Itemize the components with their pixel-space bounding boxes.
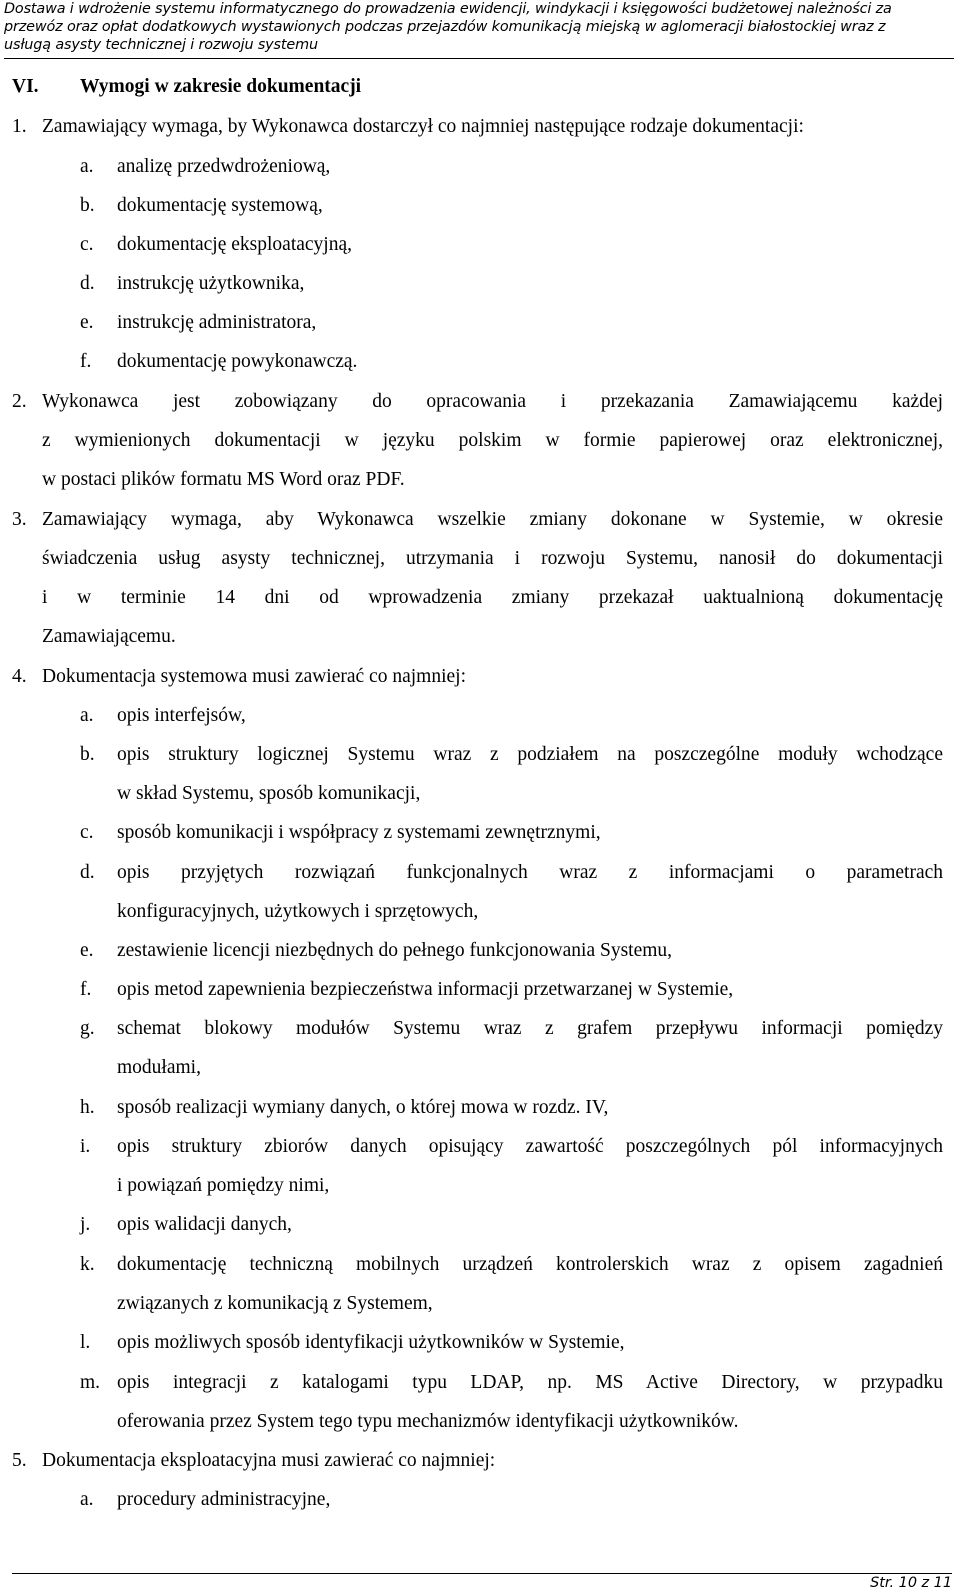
- header-line: usługą asysty technicznej i rozwoju systemu: [4, 37, 318, 53]
- list-marker: e.: [80, 940, 94, 961]
- list-marker: l.: [80, 1332, 91, 1353]
- text-line: opis przyjętych rozwiązań funkcjonalnych wraz z informacjami o parametrach: [117, 862, 943, 883]
- text-line: schemat blokowy modułów Systemu wraz z grafem przepływu informacji pomiędzy: [117, 1018, 943, 1039]
- text-line: Dokumentacja systemowa musi zawierać co najmniej:: [42, 666, 466, 687]
- list-marker: m.: [80, 1372, 101, 1393]
- text-line: analizę przedwdrożeniową,: [117, 156, 331, 177]
- text-line: dokumentację eksploatacyjną,: [117, 234, 352, 255]
- list-marker: 4.: [12, 666, 27, 687]
- header-line: Dostawa i wdrożenie systemu informatycznego do prowadzenia ewidencji, windykacji i księgowości budżetowej należności za: [4, 1, 892, 17]
- list-marker: e.: [80, 312, 94, 333]
- list-marker: k.: [80, 1254, 95, 1275]
- text-line: Wykonawca jest zobowiązany do opracowania i przekazania Zamawiającemu każdej: [42, 391, 943, 412]
- list-marker: 5.: [12, 1450, 27, 1471]
- text-line: Zamawiający wymaga, by Wykonawca dostarczył co najmniej następujące rodzaje dokumentacji:: [42, 116, 804, 137]
- document-header: [4, 0, 954, 54]
- list-marker: 3.: [12, 509, 27, 530]
- list-marker: d.: [80, 273, 95, 294]
- text-line: opis struktury logicznej Systemu wraz z podziałem na poszczególne moduły wchodzące: [117, 744, 943, 765]
- list-marker: d.: [80, 862, 95, 883]
- text-line: Zamawiającemu.: [42, 626, 176, 647]
- text-line: opis możliwych sposób identyfikacji użytkowników w Systemie,: [117, 1332, 625, 1353]
- text-line: zestawienie licencji niezbędnych do pełnego funkcjonowania Systemu,: [117, 940, 673, 961]
- text-line: dokumentację techniczną mobilnych urządzeń kontrolerskich wraz z opisem zagadnień: [117, 1254, 943, 1275]
- list-marker: f.: [80, 351, 92, 372]
- section-number: VI.: [12, 76, 39, 97]
- text-line: opis walidacji danych,: [117, 1214, 292, 1235]
- text-line: opis integracji z katalogami typu LDAP, np. MS Active Directory, w przypadku: [117, 1372, 943, 1393]
- header-line: przewóz oraz opłat dodatkowych wystawionych podczas przejazdów komunikacją miejską w aglomeracji białostockiej wraz z: [4, 19, 886, 35]
- text-line: i w terminie 14 dni od wprowadzenia zmiany przekazał uaktualnioną dokumentację: [42, 587, 943, 608]
- text-line: opis interfejsów,: [117, 705, 246, 726]
- text-line: Dokumentacja eksploatacyjna musi zawierać co najmniej:: [42, 1450, 496, 1471]
- list-marker: g.: [80, 1018, 95, 1039]
- text-line: instrukcję użytkownika,: [117, 273, 305, 294]
- list-marker: b.: [80, 195, 95, 216]
- page-number: Str. 10 z 11: [870, 1575, 952, 1591]
- text-line: oferowania przez System tego typu mechanizmów identyfikacji użytkowników.: [117, 1411, 739, 1432]
- text-line: sposób komunikacji i współpracy z systemami zewnętrznymi,: [117, 822, 601, 843]
- section-title: Wymogi w zakresie dokumentacji: [80, 76, 362, 97]
- text-line: Zamawiający wymaga, aby Wykonawca wszelkie zmiany dokonane w Systemie, w okresie: [42, 509, 943, 530]
- list-marker: 2.: [12, 391, 27, 412]
- text-line: świadczenia usług asysty technicznej, utrzymania i rozwoju Systemu, nanosił do dokumentacji: [42, 548, 943, 569]
- list-marker: f.: [80, 979, 92, 1000]
- list-marker: a.: [80, 156, 94, 177]
- footer-divider: [12, 1573, 952, 1574]
- list-marker: 1.: [12, 116, 27, 137]
- text-line: z wymienionych dokumentacji w języku polskim w formie papierowej oraz elektronicznej,: [42, 430, 943, 451]
- text-line: sposób realizacji wymiany danych, o której mowa w rozdz. IV,: [117, 1097, 609, 1118]
- text-line: opis struktury zbiorów danych opisujący zawartość poszczególnych pól informacyjnych: [117, 1136, 943, 1157]
- list-marker: i.: [80, 1136, 91, 1157]
- text-line: dokumentację powykonawczą.: [117, 351, 358, 372]
- list-marker: c.: [80, 822, 94, 843]
- text-line: procedury administracyjne,: [117, 1489, 331, 1510]
- text-line: dokumentację systemową,: [117, 195, 323, 216]
- list-marker: j.: [80, 1214, 91, 1235]
- text-line: w postaci plików formatu MS Word oraz PDF.: [42, 469, 405, 490]
- text-line: opis metod zapewnienia bezpieczeństwa informacji przetwarzanej w Systemie,: [117, 979, 734, 1000]
- list-marker: c.: [80, 234, 94, 255]
- list-marker: a.: [80, 705, 94, 726]
- text-line: konfiguracyjnych, użytkowych i sprzętowych,: [117, 901, 479, 922]
- text-line: i powiązań pomiędzy nimi,: [117, 1175, 330, 1196]
- text-line: w skład Systemu, sposób komunikacji,: [117, 783, 421, 804]
- text-line: instrukcję administratora,: [117, 312, 317, 333]
- text-line: modułami,: [117, 1057, 201, 1078]
- list-marker: b.: [80, 744, 95, 765]
- header-divider: [4, 58, 954, 59]
- list-marker: h.: [80, 1097, 95, 1118]
- list-marker: a.: [80, 1489, 94, 1510]
- text-line: związanych z komunikacją z Systemem,: [117, 1293, 433, 1314]
